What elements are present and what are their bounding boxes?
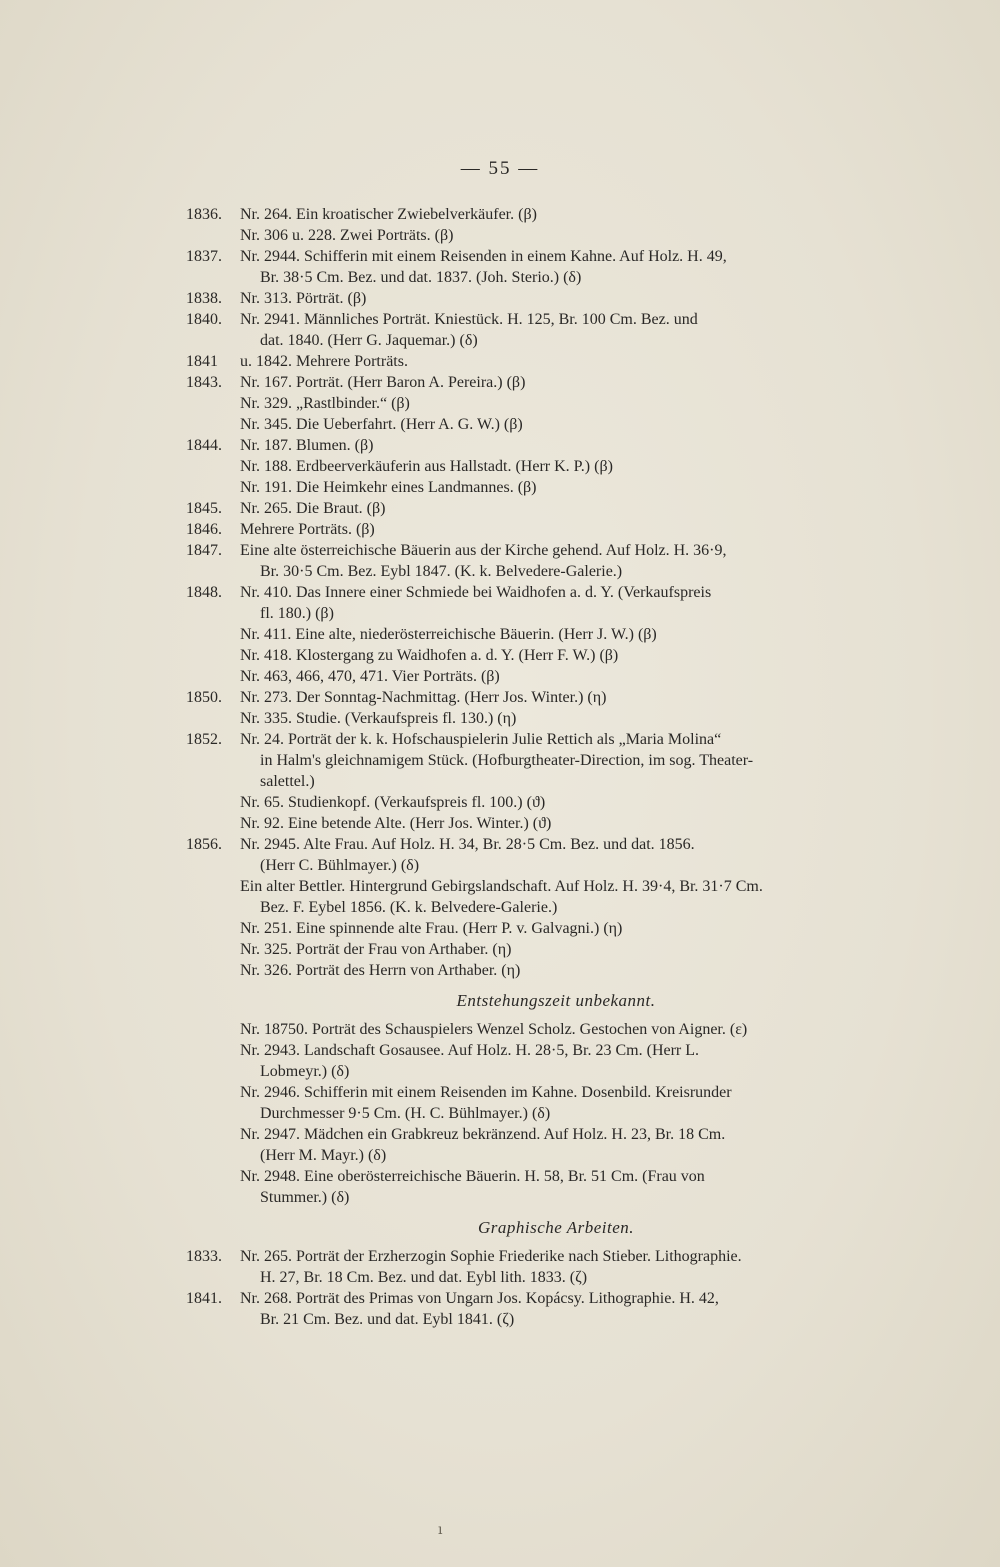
entry-year — [186, 645, 240, 666]
catalogue-entry — [186, 645, 886, 666]
entry-year: 1850. — [186, 689, 222, 706]
catalogue-entry — [186, 918, 886, 939]
entry-text: Nr. 167. Porträt. (Herr Baron A. Pereira.) (β) — [240, 374, 526, 391]
catalogue-entry — [186, 1166, 886, 1208]
entry-text: Nr. 325. Porträt der Frau von Arthaber. (η) — [240, 941, 512, 958]
entry-continuation: Stummer.) (δ) — [260, 1189, 350, 1206]
entry-text-block — [240, 477, 886, 498]
section-heading-graphic-works: Graphische Arbeiten. — [477, 1218, 635, 1237]
entry-text: u. 1842. Mehrere Porträts. — [240, 353, 408, 370]
entry-text-block — [240, 414, 886, 435]
catalogue-entry — [186, 246, 886, 288]
entry-year — [186, 939, 240, 960]
entry-year: 1837. — [186, 248, 222, 265]
entry-text: Eine alte österreichische Bäuerin aus der Kirche gehend. Auf Holz. H. 36·9, — [240, 542, 727, 559]
entry-text-block — [240, 309, 886, 351]
entry-text-block — [240, 351, 886, 372]
entry-text-block — [240, 918, 886, 939]
entry-year — [186, 477, 240, 498]
entry-year: 1852. — [186, 731, 222, 748]
entry-continuation: Br. 21 Cm. Bez. und dat. Eybl 1841. (ζ) — [260, 1311, 515, 1328]
entry-text-block — [240, 1040, 886, 1082]
entry-text: Nr. 2947. Mädchen ein Grabkreuz bekränzend. Auf Holz. H. 23, Br. 18 Cm. — [240, 1126, 726, 1143]
entry-year — [186, 918, 240, 939]
entry-year — [186, 960, 240, 981]
entry-year — [186, 393, 240, 414]
entry-year: 1844. — [186, 437, 222, 454]
entry-text-block — [240, 645, 886, 666]
catalogue-entry — [186, 288, 886, 309]
section-heading-unknown-date: Entstehungszeit unbekannt. — [456, 991, 656, 1010]
entry-text-block — [240, 393, 886, 414]
entry-continuation: Br. 30·5 Cm. Bez. Eybl 1847. (K. k. Belvedere-Galerie.) — [260, 563, 623, 580]
catalogue-entry — [186, 708, 886, 729]
graphic-works-section — [186, 1246, 886, 1330]
entry-text: Nr. 418. Klostergang zu Waidhofen a. d. Y. (Herr F. W.) (β) — [240, 647, 619, 664]
entry-continuation: in Halm's gleichnamigem Stück. (Hofburgtheater-Direction, im sog. Theater- — [260, 752, 754, 769]
entry-text: Nr. 2944. Schifferin mit einem Reisenden in einem Kahne. Auf Holz. H. 49, — [240, 248, 727, 265]
entry-text-block — [240, 456, 886, 477]
catalogue-entry — [186, 582, 886, 624]
entry-year: 1841. — [186, 1290, 222, 1307]
entry-text: Nr. 2943. Landschaft Gosausee. Auf Holz. H. 28·5, Br. 23 Cm. (Herr L. — [240, 1042, 700, 1059]
entry-text: Nr. 335. Studie. (Verkaufspreis fl. 130.) (η) — [240, 710, 517, 727]
entry-year — [186, 1019, 240, 1040]
catalogue-entry — [186, 393, 886, 414]
entry-text-block — [240, 1019, 886, 1040]
catalogue-entry — [186, 540, 886, 582]
entry-year: 1836. — [186, 206, 222, 223]
entry-year — [186, 1040, 240, 1082]
entry-text: Nr. 463, 466, 470, 471. Vier Porträts. (β) — [240, 668, 500, 685]
catalogue-entry — [186, 372, 886, 393]
entry-text-block — [240, 876, 886, 918]
catalogue-entry — [186, 792, 886, 813]
entry-text: Nr. 251. Eine spinnende alte Frau. (Herr P. v. Galvagni.) (η) — [240, 920, 623, 937]
catalogue-entry — [186, 351, 886, 372]
catalogue-entry — [186, 225, 886, 246]
entry-text-block — [240, 960, 886, 981]
catalogue-entry — [186, 477, 886, 498]
entry-text-block — [240, 204, 886, 225]
catalogue-entry — [186, 939, 886, 960]
entry-text-block — [240, 729, 886, 792]
entry-text-block — [240, 624, 886, 645]
entry-text: Nr. 411. Eine alte, niederösterreichische Bäuerin. (Herr J. W.) (β) — [240, 626, 657, 643]
catalogue-entry — [186, 1246, 886, 1288]
entry-text: Nr. 2946. Schifferin mit einem Reisenden im Kahne. Dosenbild. Kreisrunder — [240, 1084, 732, 1101]
entry-text: Nr. 188. Erdbeerverkäuferin aus Hallstadt. (Herr K. P.) (β) — [240, 458, 613, 475]
entry-text-block — [240, 498, 886, 519]
catalogue-entry — [186, 729, 886, 792]
entry-year: 1833. — [186, 1248, 222, 1265]
undated-works-section — [186, 1019, 886, 1208]
entry-continuation: fl. 180.) (β) — [260, 605, 334, 622]
catalogue-entry — [186, 309, 886, 351]
entry-text-block — [240, 435, 886, 456]
entry-year — [186, 1166, 240, 1208]
entry-text: Nr. 345. Die Ueberfahrt. (Herr A. G. W.) (β) — [240, 416, 523, 433]
entry-text: Nr. 65. Studienkopf. (Verkaufspreis fl. 100.) (ϑ) — [240, 794, 546, 811]
entry-year — [186, 876, 240, 918]
entry-text: Nr. 264. Ein kroatischer Zwiebelverkäufer. (β) — [240, 206, 537, 223]
entry-text-block — [240, 288, 886, 309]
entry-text-block — [240, 582, 886, 624]
entry-text-block — [240, 1166, 886, 1208]
entry-text-block — [240, 1288, 886, 1330]
entry-continuation: (Herr C. Bühlmayer.) (δ) — [260, 857, 420, 874]
entry-text-block — [240, 225, 886, 246]
entry-text: Nr. 191. Die Heimkehr eines Landmannes. (β) — [240, 479, 537, 496]
catalogue-entry — [186, 834, 886, 876]
entry-text: Nr. 273. Der Sonntag-Nachmittag. (Herr Jos. Winter.) (η) — [240, 689, 607, 706]
entry-year: 1846. — [186, 521, 222, 538]
stray-ink-mark: ı — [438, 1522, 443, 1538]
catalogue-entry — [186, 414, 886, 435]
catalogue-entry — [186, 1288, 886, 1330]
entry-text-block — [240, 1082, 886, 1124]
entry-year: 1845. — [186, 500, 222, 517]
catalogue-entry — [186, 1040, 886, 1082]
entry-continuation: salettel.) — [260, 773, 315, 790]
entry-text-block — [240, 792, 886, 813]
catalogue-entry — [186, 204, 886, 225]
entry-text: Nr. 265. Porträt der Erzherzogin Sophie Friederike nach Stieber. Lithographie. — [240, 1248, 742, 1265]
entry-continuation: Br. 38·5 Cm. Bez. und dat. 1837. (Joh. Sterio.) (δ) — [260, 269, 582, 286]
entry-year — [186, 456, 240, 477]
entry-continuation: H. 27, Br. 18 Cm. Bez. und dat. Eybl lith. 1833. (ζ) — [260, 1269, 588, 1286]
entry-year — [186, 1082, 240, 1124]
entry-continuation: Durchmesser 9·5 Cm. (H. C. Bühlmayer.) (δ) — [260, 1105, 551, 1122]
catalogue-entry — [186, 624, 886, 645]
entry-year — [186, 792, 240, 813]
entry-text: Nr. 306 u. 228. Zwei Porträts. (β) — [240, 227, 454, 244]
entry-continuation: Bez. F. Eybel 1856. (K. k. Belvedere-Galerie.) — [260, 899, 558, 916]
entry-text-block — [240, 939, 886, 960]
entry-continuation: Lobmeyr.) (δ) — [260, 1063, 350, 1080]
entry-year: 1838. — [186, 290, 222, 307]
entry-text-block — [240, 813, 886, 834]
catalogue-entry — [186, 666, 886, 687]
entry-text: Nr. 2941. Männliches Porträt. Kniestück. H. 125, Br. 100 Cm. Bez. und — [240, 311, 698, 328]
entry-year — [186, 225, 240, 246]
catalogue-entry — [186, 519, 886, 540]
entry-text: Nr. 410. Das Innere einer Schmiede bei Waidhofen a. d. Y. (Verkaufspreis — [240, 584, 712, 601]
entry-text: Nr. 187. Blumen. (β) — [240, 437, 374, 454]
entry-year — [186, 1124, 240, 1166]
entry-text: Nr. 329. „Rastlbinder.“ (β) — [240, 395, 410, 412]
entry-text-block — [240, 666, 886, 687]
entry-text-block — [240, 519, 886, 540]
entry-text: Nr. 313. Pörträt. (β) — [240, 290, 367, 307]
entry-text: Nr. 92. Eine betende Alte. (Herr Jos. Winter.) (ϑ) — [240, 815, 552, 832]
entry-text: Ein alter Bettler. Hintergrund Gebirgslandschaft. Auf Holz. H. 39·4, Br. 31·7 Cm. — [240, 878, 763, 895]
entry-text: Nr. 24. Porträt der k. k. Hofschauspielerin Julie Rettich als „Maria Molina“ — [240, 731, 722, 748]
entry-text-block — [240, 246, 886, 288]
entry-text-block — [240, 834, 886, 876]
entry-year: 1856. — [186, 836, 222, 853]
catalogue-entry — [186, 1019, 886, 1040]
entry-text: Nr. 2945. Alte Frau. Auf Holz. H. 34, Br. 28·5 Cm. Bez. und dat. 1856. — [240, 836, 695, 853]
entry-year — [186, 813, 240, 834]
catalogue-entry — [186, 813, 886, 834]
entry-year — [186, 666, 240, 687]
catalogue-entry — [186, 456, 886, 477]
entry-continuation: dat. 1840. (Herr G. Jaquemar.) (δ) — [260, 332, 478, 349]
entry-year: 1847. — [186, 542, 222, 559]
entry-text: Nr. 326. Porträt des Herrn von Arthaber. (η) — [240, 962, 521, 979]
catalogue-entry — [186, 1082, 886, 1124]
catalogue-entry — [186, 960, 886, 981]
entry-continuation: (Herr M. Mayr.) (δ) — [260, 1147, 387, 1164]
entry-text-block — [240, 708, 886, 729]
catalogue-entry — [186, 876, 886, 918]
entry-text-block — [240, 540, 886, 582]
entry-text-block — [240, 1124, 886, 1166]
entry-year — [186, 624, 240, 645]
entry-text: Nr. 265. Die Braut. (β) — [240, 500, 386, 517]
entry-year: 1843. — [186, 374, 222, 391]
entry-text-block — [240, 687, 886, 708]
entry-year: 1840. — [186, 311, 222, 328]
catalogue-entry — [186, 687, 886, 708]
entry-text: Nr. 2948. Eine oberösterreichische Bäuerin. H. 58, Br. 51 Cm. (Frau von — [240, 1168, 705, 1185]
entry-year: 1841 — [186, 353, 218, 370]
page-number: — 55 — — [460, 158, 540, 179]
entry-text: Nr. 268. Porträt des Primas von Ungarn Jos. Kopácsy. Lithographie. H. 42, — [240, 1290, 719, 1307]
dated-works-section — [186, 204, 886, 981]
entry-year — [186, 414, 240, 435]
entry-text-block — [240, 372, 886, 393]
entry-text: Mehrere Porträts. (β) — [240, 521, 375, 538]
entry-year — [186, 708, 240, 729]
catalogue-entry — [186, 1124, 886, 1166]
catalogue-entry — [186, 498, 886, 519]
entry-text: Nr. 18750. Porträt des Schauspielers Wenzel Scholz. Gestochen von Aigner. (ε) — [240, 1021, 748, 1038]
catalogue-entry — [186, 435, 886, 456]
entry-year: 1848. — [186, 584, 222, 601]
catalogue-list — [186, 204, 886, 1330]
entry-text-block — [240, 1246, 886, 1288]
